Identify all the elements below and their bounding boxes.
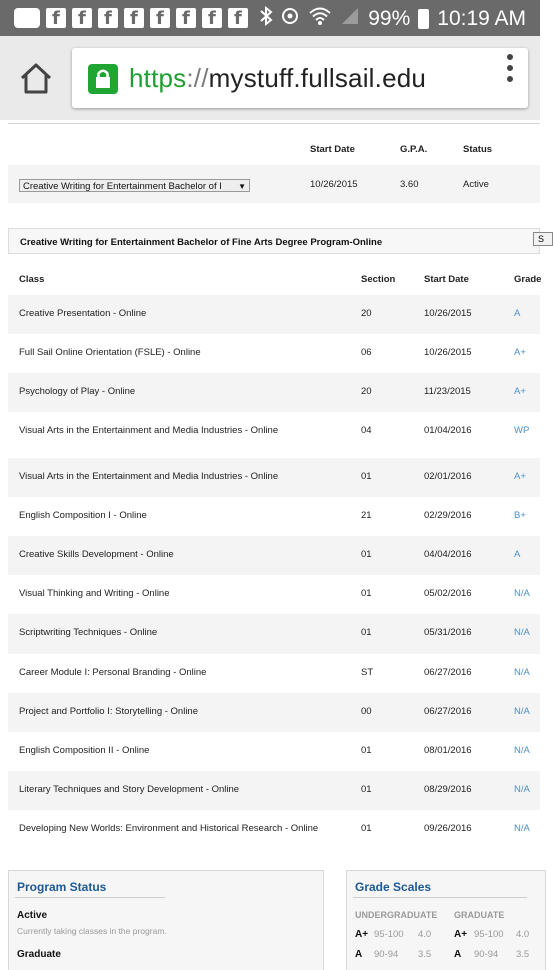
ug-grade-range: 90-94 (374, 949, 399, 960)
battery-percent: 99% (368, 6, 411, 30)
grade-scales-card (346, 870, 546, 970)
class-section: 00 (361, 706, 372, 717)
nfc-icon (280, 6, 300, 31)
address-bar[interactable] (72, 48, 528, 108)
class-start-date: 08/01/2016 (424, 745, 472, 756)
class-section: ST (361, 667, 374, 678)
program-select-value: Creative Writing for Entertainment Bachelor of I (23, 181, 222, 192)
class-grade[interactable]: B+ (514, 510, 526, 521)
class-grade[interactable]: N/A (514, 745, 530, 756)
class-name: Creative Presentation - Online (19, 308, 147, 319)
table-row (8, 295, 540, 334)
class-section: 01 (361, 784, 372, 795)
home-icon[interactable] (18, 62, 54, 96)
class-start-date: 10/26/2015 (424, 347, 472, 358)
class-header: Class (19, 274, 45, 285)
table-row (8, 654, 540, 693)
class-name: Scriptwriting Techniques - Online (19, 627, 158, 638)
class-grade[interactable]: N/A (514, 627, 530, 638)
browser-toolbar (0, 36, 540, 120)
class-section: 20 (361, 386, 372, 397)
class-section: 01 (361, 588, 372, 599)
facebook-icon (150, 8, 170, 28)
g-grade-points: 4.0 (516, 929, 530, 940)
class-name: Literary Techniques and Story Development - Online (19, 784, 240, 795)
class-start-date: 06/27/2016 (424, 706, 472, 717)
class-name: Career Module I: Personal Branding - Online (19, 667, 207, 678)
class-grade[interactable]: A+ (514, 347, 526, 358)
dropdown-arrow-icon: ▼ (238, 182, 246, 191)
table-row (8, 810, 540, 850)
class-name: English Composition II - Online (19, 745, 150, 756)
class-grade[interactable]: WP (514, 425, 530, 436)
program-gpa-header: G.P.A. (400, 144, 428, 155)
class-grade[interactable]: A (514, 308, 521, 319)
start-date-header: Start Date (424, 274, 469, 285)
section-header: Section (361, 274, 396, 285)
divider (8, 123, 540, 124)
facebook-icon (98, 8, 118, 28)
status-bar (0, 0, 540, 36)
class-section: 01 (361, 627, 372, 638)
class-section: 04 (361, 425, 372, 436)
table-row (8, 497, 540, 536)
program-status-card (8, 870, 324, 970)
battery-icon (418, 9, 429, 29)
class-start-date: 04/04/2016 (424, 549, 472, 560)
program-start-date: 10/26/2015 (310, 179, 358, 190)
program-row (8, 165, 540, 203)
bluetooth-icon (260, 6, 272, 31)
ug-grade-points: 4.0 (418, 929, 432, 940)
message-icon (14, 8, 40, 28)
class-start-date: 02/29/2016 (424, 510, 472, 521)
facebook-icon (228, 8, 248, 28)
overflow-menu-icon[interactable] (506, 54, 514, 82)
class-start-date: 01/04/2016 (424, 425, 472, 436)
g-grade-range: 90-94 (474, 949, 499, 960)
program-start-date-header: Start Date (310, 144, 355, 155)
program-gpa: 3.60 (400, 179, 419, 190)
status-indicators (260, 6, 526, 31)
class-name: Creative Skills Development - Online (19, 549, 174, 560)
class-grade[interactable]: A+ (514, 471, 526, 482)
table-row (8, 771, 540, 810)
graduate-label: GRADUATE (454, 910, 505, 920)
divider (353, 897, 527, 898)
class-name: Visual Arts in the Entertainment and Media Industries - Online (19, 471, 279, 482)
class-start-date: 08/29/2016 (424, 784, 472, 795)
class-grade[interactable]: N/A (514, 823, 530, 834)
program-select[interactable] (19, 179, 250, 192)
clock-time: 10:19 AM (437, 6, 526, 30)
facebook-icon (202, 8, 222, 28)
table-row (8, 693, 540, 732)
class-section: 20 (361, 308, 372, 319)
facebook-icon (72, 8, 92, 28)
g-grade-range: 95-100 (474, 929, 504, 940)
grade-header: Grade (514, 274, 542, 285)
class-name: Visual Thinking and Writing - Online (19, 588, 170, 599)
class-grade[interactable]: N/A (514, 667, 530, 678)
class-start-date: 05/02/2016 (424, 588, 472, 599)
class-name: Project and Portfolio I: Storytelling - Online (19, 706, 199, 717)
class-start-date: 05/31/2016 (424, 627, 472, 638)
class-start-date: 10/26/2015 (424, 308, 472, 319)
url-host: mystuff.fullsail.edu (208, 63, 427, 93)
status-desc-active: Currently taking classes in the program. (17, 926, 167, 936)
url-separator: :// (186, 63, 209, 93)
class-start-date: 11/23/2015 (424, 386, 471, 397)
facebook-icon (46, 8, 66, 28)
program-status-title: Program Status (17, 880, 107, 894)
divider (15, 897, 165, 898)
program-status-header: Status (463, 144, 493, 155)
class-grade[interactable]: A (514, 549, 521, 560)
table-row (8, 412, 540, 458)
undergraduate-label: UNDERGRADUATE (355, 910, 438, 920)
ug-grade-letter: A (355, 949, 363, 960)
ug-grade-letter: A+ (355, 929, 369, 940)
wifi-icon (308, 6, 332, 31)
ug-grade-points: 3.5 (418, 949, 432, 960)
class-section: 01 (361, 745, 372, 756)
class-section: 06 (361, 347, 372, 358)
class-name: English Composition I - Online (19, 510, 147, 521)
g-grade-points: 3.5 (516, 949, 530, 960)
degree-button[interactable]: S (533, 232, 553, 246)
lock-icon (88, 64, 118, 94)
facebook-icon (176, 8, 196, 28)
class-grade[interactable]: N/A (514, 588, 530, 599)
ug-grade-range: 95-100 (374, 929, 404, 940)
class-grade[interactable]: N/A (514, 706, 530, 717)
table-row (8, 614, 540, 654)
url-text (129, 63, 426, 94)
class-start-date: 09/26/2016 (424, 823, 472, 834)
degree-header (8, 228, 545, 254)
table-row (8, 575, 540, 614)
class-section: 01 (361, 549, 372, 560)
g-grade-letter: A (454, 949, 462, 960)
class-start-date: 02/01/2016 (424, 471, 472, 482)
class-name: Full Sail Online Orientation (FSLE) - Online (19, 347, 201, 358)
degree-title: Creative Writing for Entertainment Bachelor of Fine Arts Degree Program-Online (20, 237, 383, 248)
class-name: Visual Arts in the Entertainment and Media Industries - Online (19, 425, 279, 436)
signal-icon (340, 6, 360, 31)
notification-icons (14, 8, 248, 28)
program-status: Active (463, 179, 489, 190)
status-term-active: Active (17, 910, 48, 921)
table-row (8, 536, 540, 575)
class-section: 01 (361, 823, 372, 834)
class-section: 21 (361, 510, 372, 521)
grade-scales-title: Grade Scales (355, 880, 432, 894)
status-term-graduate: Graduate (17, 949, 61, 960)
page-content (0, 120, 545, 960)
table-row (8, 458, 540, 497)
class-name: Psychology of Play - Online (19, 386, 136, 397)
class-start-date: 06/27/2016 (424, 667, 472, 678)
class-grade[interactable]: A+ (514, 386, 526, 397)
g-grade-letter: A+ (454, 929, 468, 940)
class-grade[interactable]: N/A (514, 784, 530, 795)
table-row (8, 732, 540, 771)
class-section: 01 (361, 471, 372, 482)
table-row (8, 373, 540, 412)
facebook-icon (124, 8, 144, 28)
url-scheme: https (129, 63, 187, 93)
class-name: Developing New Worlds: Environment and Historical Research - Online (19, 823, 319, 834)
table-row (8, 334, 540, 373)
